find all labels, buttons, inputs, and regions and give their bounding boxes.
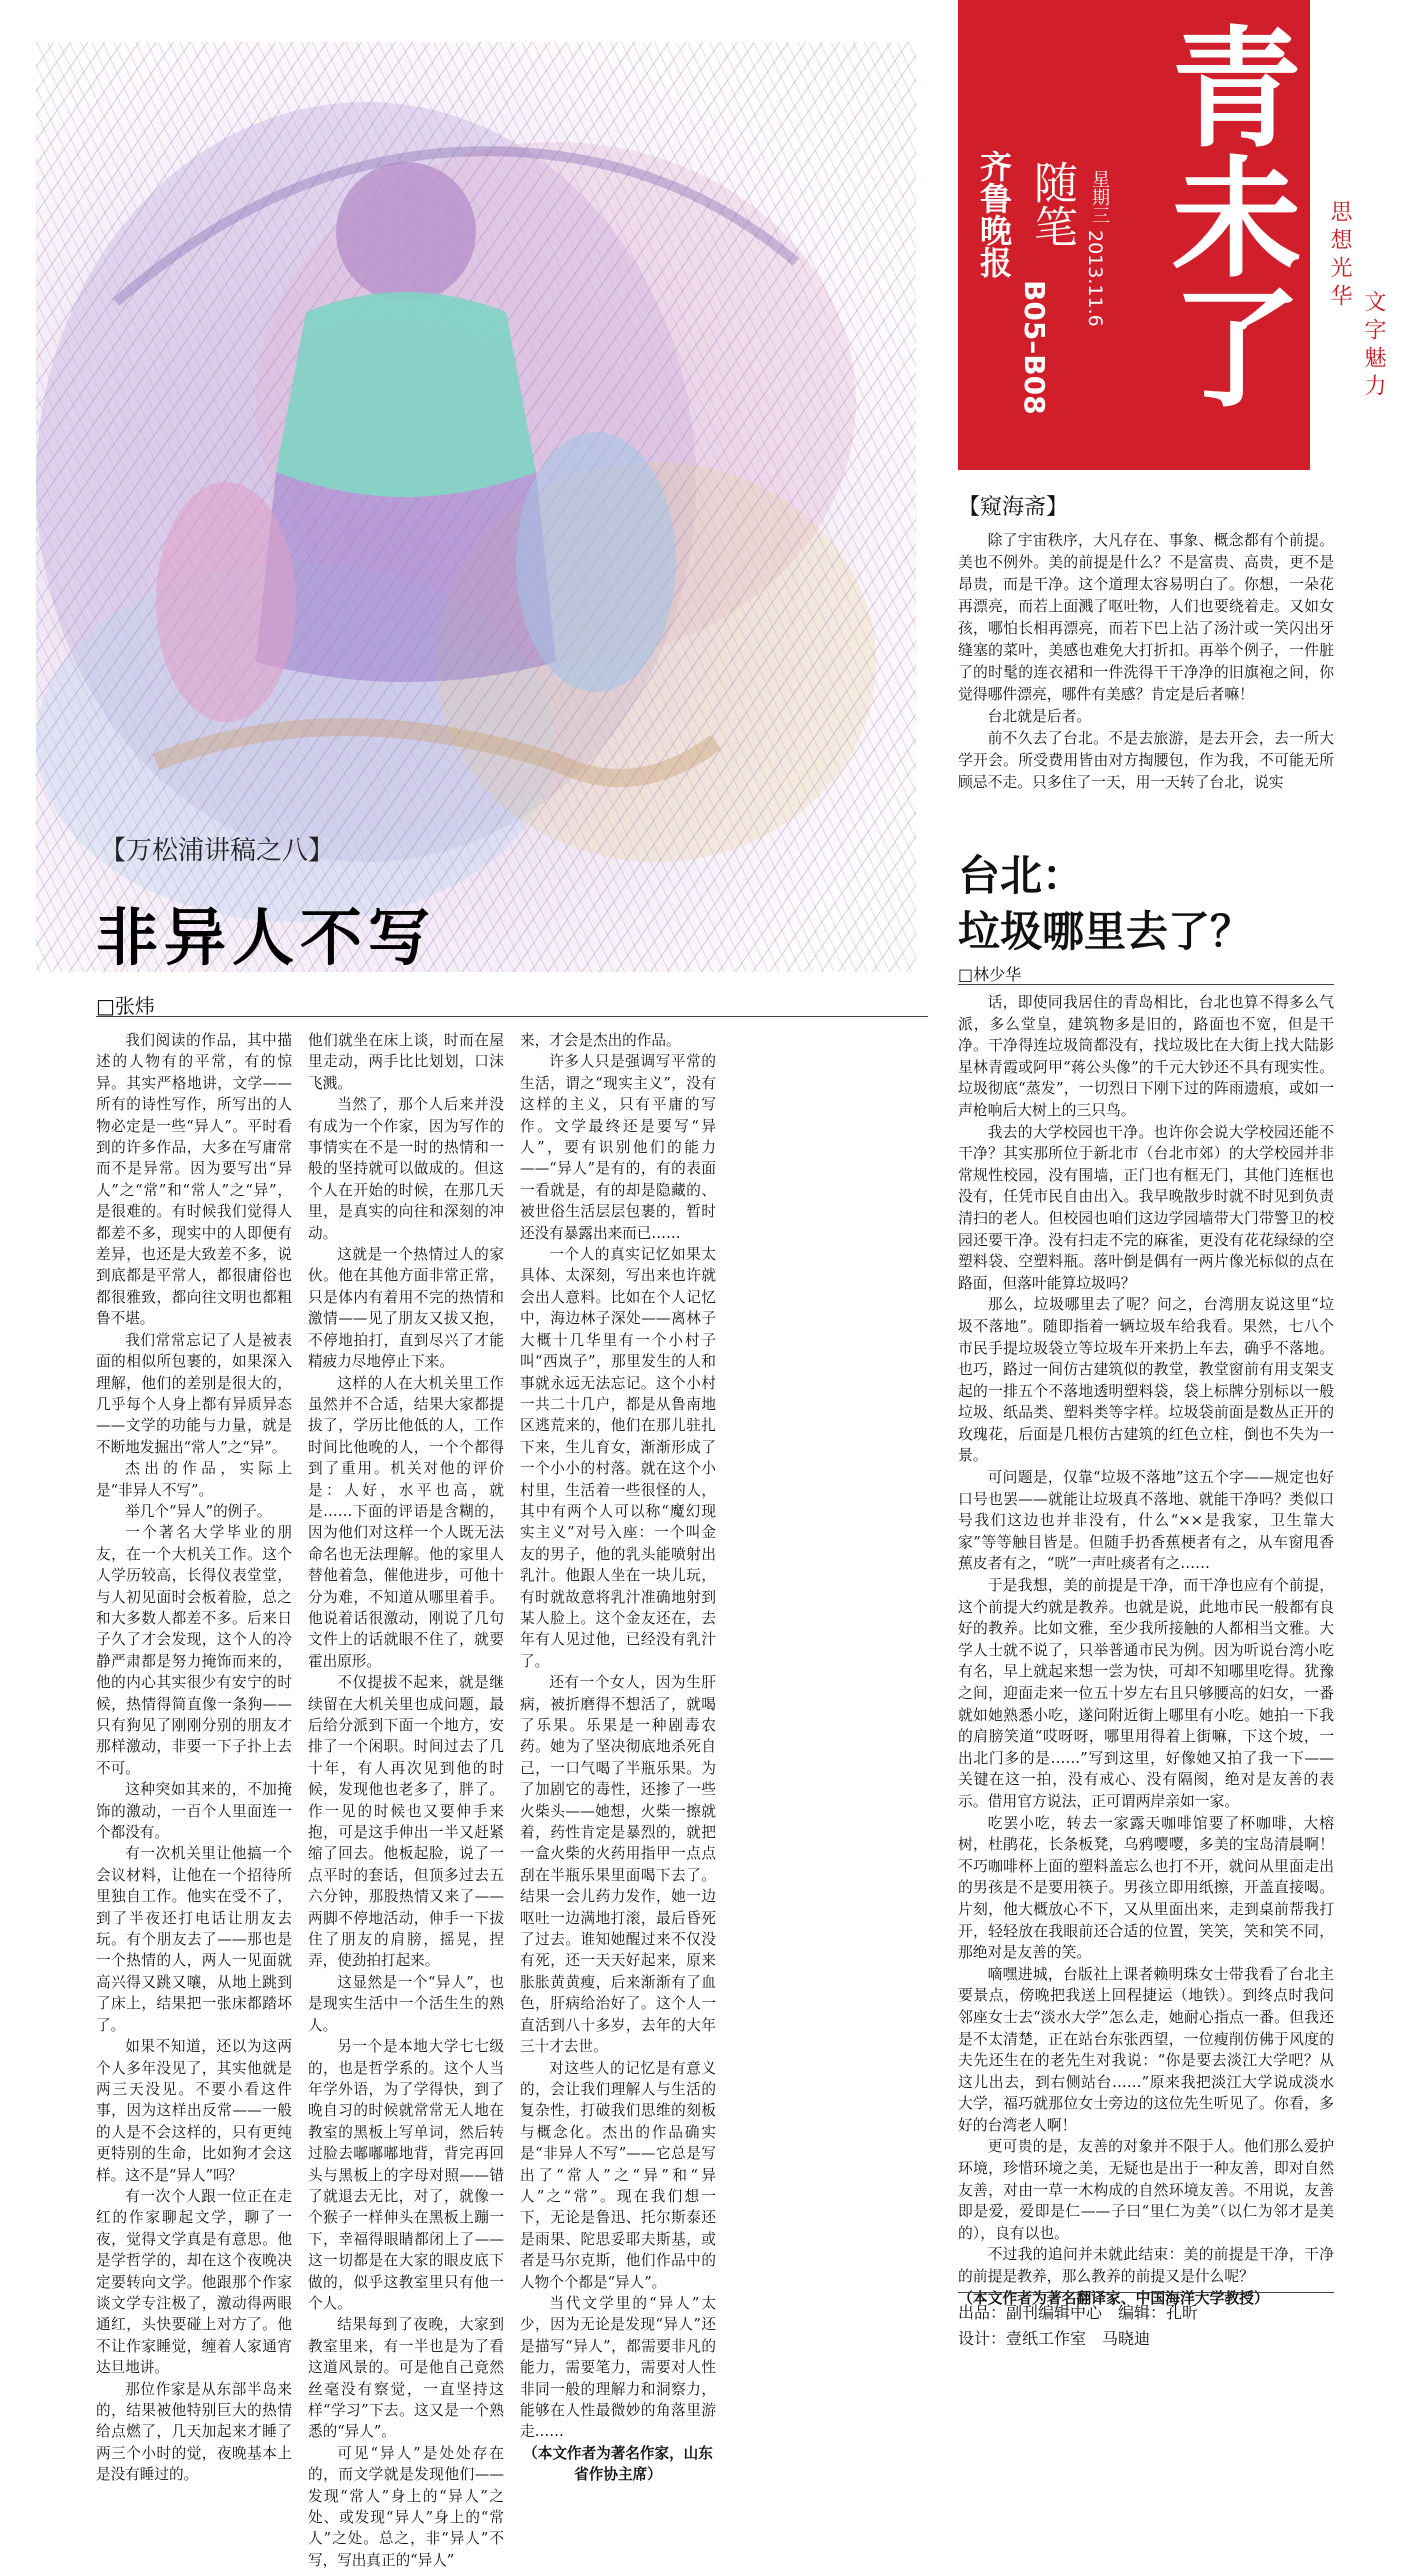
paragraph: 这样的人在大机关里工作虽然并不合适，结果大家都提拔了，学历比他低的人，工作时间比他晚的人，一个个都得到了重用。机关对他的评价是：人好，水平也高，就是……下面的评语是含糊的，因为他们对这样一个人既无法命名也无法理解。他的家里人替他着急，催他进步，可他十分为难，不知道从哪里着手。他说着话很激动，刚说了几句文件上的话就眼不住了，就要霍出原形。 — [308, 1374, 504, 1670]
divider — [958, 2292, 1334, 2293]
paragraph: 对这些人的记忆是有意义的，会让我们理解人与生活的复杂性，打破我们思维的刻板与概念化。杰出的作品确实是“非异人不写”——它总是写出了“常人”之“异”和“异人”之“常”。现在我们想一下，无论是鲁迅、托尔斯泰还是雨果、陀思妥耶夫斯基，或者是马尔克斯，他们作品中的人物个个都是“异人”。 — [520, 2059, 716, 2291]
paragraph: 有一次机关里让他搞一个会议材料，让他在一个招待所里独自工作。他实在受不了，到了半夜还打电话让朋友去玩。有个朋友去了——那也是一个热情的人，两人一见面就高兴得又跳又嚷，从地上跳到了床上，结果把一张床都踏坏了。 — [96, 1845, 292, 2034]
slogan-1: 思想光华 — [1327, 200, 1352, 312]
title-line-1: 台北： — [958, 851, 1085, 900]
slogan-2: 文字魅力 — [1361, 290, 1386, 402]
paragraph: 杰出的作品，实际上是“非异人不写”。 — [96, 1460, 292, 1499]
paragraph: 嘀嘿进城，台版社上课者赖明珠女士带我看了台北主要景点，傍晚把我送上回程捷运（地铁）。到终点时我问邻座女士去“淡水大学”怎么走，她耐心指点一番。但我还是不太清楚，正在站台东张西望，一位瘦削仿佛于风度的夫先还生在的老先生对我说：“你是要去淡江大学吧？从这儿出去，到右侧站台……”原来我把淡江大学说成淡水大学，福巧就那位女士旁边的这位先生听见了。你看，多好的台湾老人啊！ — [958, 1965, 1334, 2134]
paragraph: 更可贵的是，友善的对象并不限于人。他们那么爱护环境，珍惜环境之美，无疑也是出于一种友善，即对自然友善，对由一草一木构成的自然环境友善。不用说，友善即是爱，爱即是仁——子曰“里仁为美”（以仁为邻才是美的），良有以也。 — [958, 2138, 1334, 2242]
author-byline: □张炜 — [96, 994, 155, 1018]
text-column-1 — [96, 1030, 292, 2484]
paragraph: 许多人只是强调写平常的生活，谓之“现实主义”，没有这样的主义，只有平庸的写作。文学最终还是要写“异人”，要有识别他们的能力——“异人”是有的，有的表面一看就是，有的却是隐藏的、被世俗生活层层包裹的，暂时还没有暴露出来而已…… — [520, 1053, 716, 1242]
paragraph: 如果不知道，还以为这两个人多年没见了，其实他就是两三天没见。不要小看这件事，因为这样出反常——一般的人是不会这样的，只有更纯更特别的生命，比如狗才会这样。这不是“异人”吗？ — [96, 2038, 292, 2184]
paragraph: 结果每到了夜晚，大家到教室里来，有一半也是为了看这道风景的。可是他自己竟然丝毫没有察觉，一直坚持这样“学习”下去。这又是一个熟悉的“异人”。 — [308, 2316, 504, 2441]
right-article-byline: □林少华 — [958, 965, 1022, 984]
page-range: B05–B08 — [1018, 280, 1051, 415]
newspaper-logo: 齐鲁晚报 — [975, 150, 1013, 278]
paragraph: 这显然是一个“异人”，也是现实生活中一个活生生的熟人。 — [308, 1973, 504, 2034]
paragraph: 一个人的真实记忆如果太具体、太深刻，写出来也许就会出人意料。比如在个人记忆中，海边林子深处——离林子大概十几华里有一个小村子叫“西岚子”，那里发生的人和事就永远无法忘记。这个小村一共二十几户，都是从鲁南地区逃荒来的，他们在那儿驻扎下来，生儿育女，渐渐形成了一个小小的村落。就在这个小村里，生活着一些很怪的人，其中有两个人可以称“魔幻现实主义”对号入座：一个叫金友的男子，他的乳头能喷射出乳汁。他跟人坐在一块儿玩，有时就故意将乳汁准确地射到某人脸上。这个金友还在，去年有人见过他，已经没有乳汁了。 — [520, 1246, 716, 1670]
divider — [96, 1016, 928, 1017]
paragraph: 那位作家是从东部半岛来的，结果被他特别巨大的热情给点燃了，几天加起来才睡了两三个小时的觉，夜晚基本上是没有睡过的。 — [96, 2380, 292, 2484]
paragraph: 不仅提拔不起来，就是继续留在大机关里也成问题，最后给分派到下面一个地方，安排了一个闲职。时间过去了几十年，有人再次见到他的时候，发现他也老多了，胖了。作一见的时候也又要伸手来抱，可是这手伸出一半又赶紧缩了回去。他板起脸，说了一点平时的套话，但顶多过去五六分钟，那股热情又来了——两脚不停地活动，伸手一下拔住了朋友的肩膀，摇晃，捏弄，使劲拍打起来。 — [308, 1674, 504, 1970]
paragraph: 吃罢小吃，转去一家露天咖啡馆要了杯咖啡，大榕树，杜鹃花，长条板凳，乌鸦嘤嘤，多美的宝岛清晨啊！不巧咖啡杯上面的塑料盖忘么也打不开，就问从里面走出的男孩是不是要用筷子。男孩立即用纸擦，开盖直接喝。片刻，他大概放心不下，又从里面出来，走到桌前帮我打开，轻轻放在我眼前还合适的位置，笑笑，笑和笑不同，那绝对是友善的笑。 — [958, 1814, 1334, 1962]
paragraph: 可见“异人”是处处存在的，而文学就是发现他们——发现“常人”身上的“异人”之处、或发现“异人”身上的“常人”之处。总之，非“异人”不写，写出真正的“异人” — [308, 2444, 504, 2569]
paragraph: 我们阅读的作品，其中描述的人物有的平常，有的惊异。其实严格地讲，文学——所有的诗性写作，所写出的人物必定是一些“异人”。平时看到的许多作品，大多在写庸常而不是异常。因为要写出“异人”之“常”和“常人”之“异”，是很难的。有时候我们觉得人都差不多，现实中的人即便有差异，也还是大致差不多，说到底都是平常人，都很庸俗也都很雅致，都向往文明也都粗鲁不堪。 — [96, 1032, 292, 1328]
paragraph: 有一次个人跟一位正在走红的作家聊起文学，聊了一夜，觉得文学真是有意思。他是学哲学的，却在这个夜晚决定要转向文学。他跟那个作家谈文学专注极了，激动得两眼通红，头快要碰上对方了。他不让作家睡觉，缠着人家通宵达旦地讲。 — [96, 2187, 292, 2377]
paragraph: 台北就是后者。 — [987, 708, 1092, 725]
title-line-2: 垃圾哪里去了？ — [958, 907, 1253, 956]
section-name: 随笔 — [1026, 160, 1077, 248]
text-column-3 — [520, 1030, 716, 2484]
paragraph: 当然了，那个人后来并没有成为一个作家，因为写作的事情实在不是一时的热情和一般的坚持就可以做成的。但这个人在开始的时候，在那几天里，是真实的向往和深刻的冲动。 — [308, 1096, 504, 1242]
masthead — [958, 0, 1310, 470]
article-title: 非异人不写 — [96, 901, 437, 974]
right-article-intro — [958, 530, 1334, 794]
paragraph: 这就是一个热情过人的家伙。他在其他方面非常正常，只是体内有着用不完的热情和激情——见了朋友又拔又抱，不停地拍打，直到尽兴了才能精疲力尽地停止下来。 — [308, 1246, 504, 1371]
paragraph: 那么，垃圾哪里去了呢？问之，台湾朋友说这里“垃圾不落地”。随即指着一辆垃圾车给我看。果然，七八个市民手提垃圾袋立等垃圾车开来扔上车去，确乎不落地。也巧，路过一间仿古建筑似的教堂，教堂窗前有用支架支起的一排五个不落地透明塑料袋，袋上标牌分别标以一般垃圾、纸品类、塑料类等字样。垃圾袋前面是数丛正开的玫瑰花，后面是几根仿古建筑的红色立柱，倒也不失为一景。 — [958, 1296, 1334, 1465]
issue-date: 2013.11.6 — [1084, 230, 1106, 327]
weekday: 星期三 — [1089, 170, 1110, 224]
supplement-title: 青未了 — [1150, 20, 1302, 410]
paragraph: 我去的大学校园也干净。也许你会说大学校园还能不干净？其实那所位于新北市（台北市郊）的大学校园并非常规性校园，没有围墙，正门也有框无门，其他门连框也没有，任凭市民自由出入。我早晚散步时就不时见到负责清扫的老人。但校园也咱们这边学园墙带大门带警卫的校园还要干净。没有扫走不完的麻雀，更没有花花绿绿的空塑料袋、空塑料瓶。落叶倒是偶有一两片像光标似的点在路面，但落叶能算垃圾吗？ — [958, 1123, 1334, 1292]
series-tag: 【万松浦讲稿之八】 — [100, 836, 335, 866]
paragraph: 来，才会是杰出的作品。 — [520, 1032, 681, 1049]
paragraph: 还有一个女人，因为生肝病，被折磨得不想活了，就喝了乐果。乐果是一种剧毒农药。她为了坚决彻底地杀死自己，一口气喝了半瓶乐果。为了加剧它的毒性，还掺了一些火柴头——她想，火柴一擦就着，药性肯定是暴烈的，就把一盒火柴的火药用指甲一点点刮在半瓶乐果里面喝下去了。结果一会儿药力发作，她一边呕吐一边满地打滚，最后昏死了过去。谁知她醒过来不仅没有死，还一天天好起来，原来胀胀黄黄瘦，后来渐渐有了血色，肝病给治好了。这个人一直活到八十多岁，去年的大年三十才去世。 — [520, 1674, 716, 2056]
paragraph: 除了宇宙秩序，大凡存在、事象、概念都有个前提。美也不例外。美的前提是什么？不是富贵、高贵，更不是昂贵，而是干净。这个道理太容易明白了。你想，一朵花再漂亮，而若上面溅了呕吐物，人们也要绕着走。又如女孩，哪怕长相再漂亮，而若下巴上沾了汤汁或一笑闪出牙缝塞的菜叶，美感也难免大打折扣。再举个例子，一件脏了的时髦的连衣裙和一件洗得干干净净的旧旗袍之间，你觉得哪件漂亮，哪件有美感？肯定是后者嘛！ — [958, 532, 1334, 703]
paragraph: 于是我想，美的前提是干净，而干净也应有个前提，这个前提大约就是教养。也就是说，此地市民一般都有良好的教养。比如文雅，至少我所接触的人都相当文雅。大学人士就不说了，只举普通市民为例。因为听说台湾小吃有名，早上就起来想一尝为快，可却不知哪里吃得。犹豫之间，迎面走来一位五十岁左右且只够腰高的妇女，一番就如她熟悉小吃，遂问附近街上哪里有小吃。她拍一下我的肩膀笑道“哎呀呀，哪里用得着上街嘛，下这个坡，一出北门多的是……”写到这里，好像她又拍了我一下——关键在这一拍，没有戒心、没有隔阂，绝对是友善的表示。借用官方说法，正可谓两岸亲如一家。 — [958, 1577, 1334, 1810]
paragraph: 话，即使同我居住的青岛相比，台北也算不得多么气派，多么堂皇，建筑物多是旧的，路面也不宽，但是干净。干净得连垃圾筒都没有，找垃圾比在大街上找大陆影星林青霞或阿甲“蒋公头像”的千元大钞还不具有现实性。垃圾彻底“蒸发”，一切烈日下刚下过的阵雨遗痕，或如一声枪响后大树上的三只鸟。 — [958, 994, 1334, 1119]
right-article-body — [958, 992, 1334, 2309]
column-tag: 【窥海斋】 — [958, 495, 1069, 520]
divider — [958, 984, 1334, 985]
author-note: （本文作者为著名作家，山东省作协主席） — [523, 2444, 713, 2484]
credits-line-1: 出品：副刊编辑中心 编辑：孔昕 — [958, 2303, 1199, 2322]
paragraph: 这种突如其来的，不加掩饰的激动，一百个人里面连一个都没有。 — [96, 1781, 292, 1842]
credits — [958, 2300, 1338, 2352]
paragraph: 一个著名大学毕业的朋友，在一个大机关工作。这个人学历较高，长得仪表堂堂，与人初见面时会板着脸，总之和大多数人都差不多。后来日子久了才会发现，这个人的冷静严肃都是努力掩饰而来的，他的内心其实很少有安宁的时候，热情得简直像一条狗——只有狗见了刚刚分别的朋友才那样激动，非要一下子扑上去不可。 — [96, 1524, 292, 1777]
text-column-2 — [308, 1030, 504, 2569]
paragraph: 可问题是，仅靠“垃圾不落地”这五个字——规定也好口号也罢——就能让垃圾真不落地、就能干净吗？类似口号我们这边也并非没有，什么“××是我家，卫生靠大家”等等触目皆是。但随手扔香蕉梗者有之，从车窗甩香蕉皮者有之，“咣”一声吐痰者有之…… — [958, 1469, 1334, 1573]
paragraph: 前不久去了台北。不是去旅游，是去开会，去一所大学开会。所受费用皆由对方掏腰包，作为我，不可能无所顾忌不走。只多住了一天，用一天转了台北，说实 — [958, 730, 1334, 791]
paragraph: 举几个“异人”的例子。 — [125, 1502, 272, 1520]
right-article-title — [958, 848, 1252, 960]
paragraph: 当代文学里的“异人”太少，因为无论是发现“异人”还是描写“异人”，都需要非凡的能力，需要笔力，需要对人性非同一般的理解力和洞察力，能够在人性最微妙的角落里游走…… — [520, 2294, 716, 2441]
paragraph: 他们就坐在床上谈，时而在屋里走动，两手比比划划，口沫飞溅。 — [308, 1032, 504, 1092]
author-note: （本文作者为著名翻译家、中国海洋大学教授） — [958, 2289, 1269, 2307]
paragraph: 不过我的追问并未就此结束：美的前提是干净，干净的前提是教养，那么教养的前提又是什么呢？ — [958, 2246, 1334, 2286]
paragraph: 我们常常忘记了人是被表面的相似所包裹的，如果深入理解，他们的差别是很大的，几乎每个人身上都有异质异态——文学的功能与力量，就是不断地发掘出“常人”之“异”。 — [96, 1331, 292, 1456]
paragraph: 另一个是本地大学七七级的，也是哲学系的。这个人当年学外语，为了学得快，到了晚自习的时候就常常无人地在教室的黑板上写单词，然后转过脸去嘟嘟嘟地背，背完再回头与黑板上的字母对照——错了就退去无比，对了，就像一个猴子一样伸头在黑板上蹦一下，幸福得眼睛都闭上了——这一切都是在大家的眼皮底下做的，似乎这教室里只有他一个人。 — [308, 2038, 504, 2312]
credits-line-2: 设计：壹纸工作室 马晓迪 — [958, 2329, 1151, 2348]
